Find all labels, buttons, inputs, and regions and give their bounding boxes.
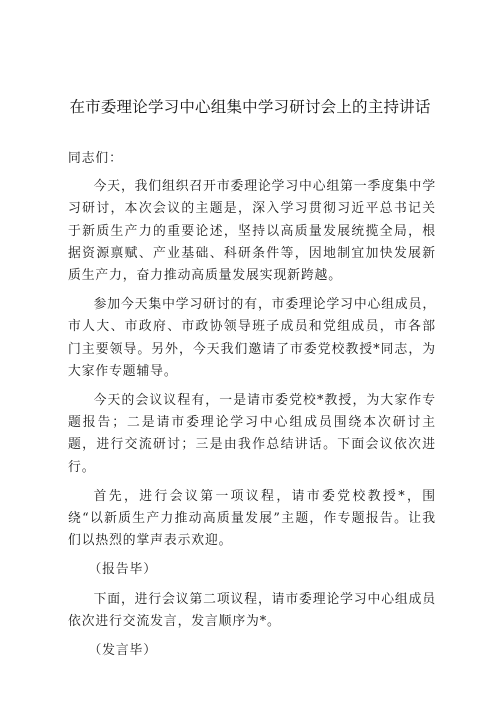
paragraph-second-item: 下面，进行会议第二项议程，请市委理论学习中心组成员依次进行交流发言，发言顺序为*。 (68, 591, 437, 629)
paragraph-meeting-theme: 今天，我们组织召开市委理论学习中心组第一季度集中学习研讨，本次会议的主题是，深入学习贯彻习近平总书记关于新质生产力的重要论述，坚持以高质量发展统揽全局，根据资源禀赋、产业基础、科研条件等，因地制宜加快发展新质生产力，奋力推动高质量发展实现新跨越。 (68, 179, 437, 284)
document-body (68, 148, 436, 669)
speech-end-note: （发言毕） (88, 643, 157, 659)
paragraph-first-item: 首先，进行会议第一项议程，请市委党校教授*，围绕“以新质生产力推动高质量发展”主题，作专题报告。让我们以热烈的掌声表示欢迎。 (68, 488, 436, 549)
paragraph-agenda: 今天的会议议程有，一是请市委党校*教授，为大家作专题报告；二是请市委理论学习中心组成员围绕本次研讨主题，进行交流研讨；三是由我作总结讲话。下面会议依次进行。 (68, 393, 436, 475)
document-title: 在市委理论学习中心组集中学习研讨会上的主持讲话 (69, 98, 431, 116)
paragraph-attendees: 参加今天集中学习研讨的有，市委理论学习中心组成员，市人大、市政府、市政协领导班子成员和党组成员，市各部门主要领导。另外，今天我们邀请了市委党校教授*同志，为大家作专题辅导。 (68, 297, 437, 379)
report-end-note: （报告毕） (88, 562, 157, 578)
salutation: 同志们： (68, 151, 123, 166)
